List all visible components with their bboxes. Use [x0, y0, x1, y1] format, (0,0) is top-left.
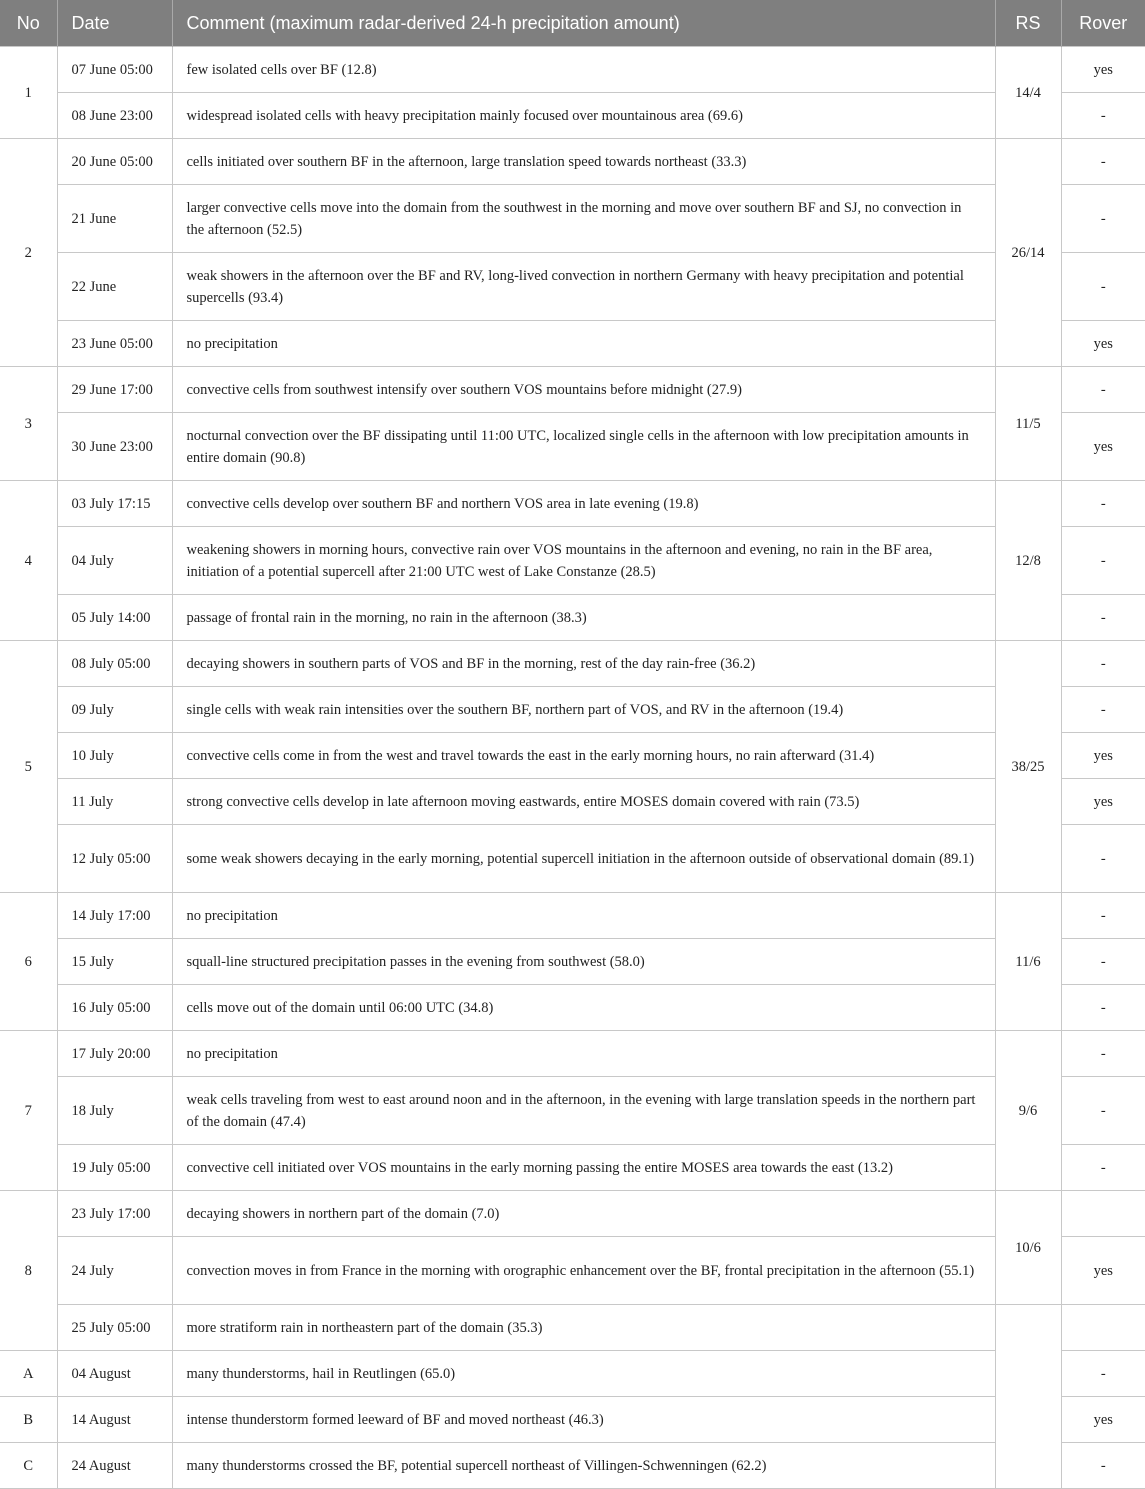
rover-cell: yes [1061, 1397, 1145, 1443]
rover-cell: - [1061, 481, 1145, 527]
comment-cell: convective cells come in from the west and travel towards the east in the early morning hours, no rain afterward (31.4) [172, 733, 995, 779]
comment-cell: decaying showers in northern part of the domain (7.0) [172, 1191, 995, 1237]
rover-cell: - [1061, 641, 1145, 687]
date-cell: 25 July 05:00 [57, 1305, 172, 1351]
date-cell: 11 July [57, 779, 172, 825]
comment-cell: widespread isolated cells with heavy precipitation mainly focused over mountainous area (69.6) [172, 93, 995, 139]
date-cell: 04 August [57, 1351, 172, 1397]
comment-cell: no precipitation [172, 321, 995, 367]
rs-cell [995, 1305, 1061, 1489]
comment-cell: larger convective cells move into the domain from the southwest in the morning and move over southern BF and SJ, no convection in the afternoon (52.5) [172, 185, 995, 253]
comment-cell: no precipitation [172, 1031, 995, 1077]
rover-cell: yes [1061, 733, 1145, 779]
rs-cell: 10/6 [995, 1191, 1061, 1305]
table-row [0, 985, 1145, 1031]
group-number: 6 [0, 893, 57, 1031]
column-header-rover: Rover [1061, 0, 1145, 47]
table-row [0, 367, 1145, 413]
date-cell: 08 June 23:00 [57, 93, 172, 139]
date-cell: 19 July 05:00 [57, 1145, 172, 1191]
rover-cell: - [1061, 1077, 1145, 1145]
comment-cell: single cells with weak rain intensities over the southern BF, northern part of VOS, and RV in the afternoon (19.4) [172, 687, 995, 733]
comment-cell: cells initiated over southern BF in the afternoon, large translation speed towards northeast (33.3) [172, 139, 995, 185]
table-row [0, 1237, 1145, 1305]
rs-cell: 11/5 [995, 367, 1061, 481]
date-cell: 17 July 20:00 [57, 1031, 172, 1077]
rover-cell: - [1061, 367, 1145, 413]
date-cell: 05 July 14:00 [57, 595, 172, 641]
group-number: 3 [0, 367, 57, 481]
event-id: A [0, 1351, 57, 1397]
date-cell: 14 July 17:00 [57, 893, 172, 939]
date-cell: 15 July [57, 939, 172, 985]
table-row [0, 413, 1145, 481]
comment-cell: more stratiform rain in northeastern part of the domain (35.3) [172, 1305, 995, 1351]
table-header [0, 0, 1145, 47]
comment-cell: many thunderstorms, hail in Reutlingen (65.0) [172, 1351, 995, 1397]
table-row [0, 687, 1145, 733]
date-cell: 30 June 23:00 [57, 413, 172, 481]
comment-cell: weakening showers in morning hours, convective rain over VOS mountains in the afternoon and evening, no rain in the BF area, initiation of a potential supercell after 21:00 UTC west of Lake Constanze (28.5) [172, 527, 995, 595]
event-id: C [0, 1443, 57, 1489]
comment-cell: convective cells from southwest intensify over southern VOS mountains before midnight (27.9) [172, 367, 995, 413]
rs-cell: 14/4 [995, 47, 1061, 139]
rover-cell: - [1061, 1443, 1145, 1489]
group-number: 2 [0, 139, 57, 367]
rover-cell: - [1061, 185, 1145, 253]
table-row [0, 481, 1145, 527]
date-cell: 04 July [57, 527, 172, 595]
rover-cell: yes [1061, 779, 1145, 825]
date-cell: 08 July 05:00 [57, 641, 172, 687]
table-row [0, 641, 1145, 687]
rs-cell: 11/6 [995, 893, 1061, 1031]
date-cell: 18 July [57, 1077, 172, 1145]
column-header-rs: RS [995, 0, 1061, 47]
column-header-date: Date [57, 0, 172, 47]
date-cell: 14 August [57, 1397, 172, 1443]
table-row [0, 139, 1145, 185]
comment-cell: squall-line structured precipitation passes in the evening from southwest (58.0) [172, 939, 995, 985]
table-row [0, 253, 1145, 321]
date-cell: 20 June 05:00 [57, 139, 172, 185]
date-cell: 24 July [57, 1237, 172, 1305]
date-cell: 09 July [57, 687, 172, 733]
table-row [0, 939, 1145, 985]
comment-cell: convective cells develop over southern BF and northern VOS area in late evening (19.8) [172, 481, 995, 527]
rover-cell [1061, 1191, 1145, 1237]
rover-cell: yes [1061, 47, 1145, 93]
rover-cell: - [1061, 139, 1145, 185]
comment-cell: weak showers in the afternoon over the BF and RV, long-lived convection in northern Germany with heavy precipitation and potential supercells (93.4) [172, 253, 995, 321]
date-cell: 21 June [57, 185, 172, 253]
rover-cell: - [1061, 595, 1145, 641]
comment-cell: few isolated cells over BF (12.8) [172, 47, 995, 93]
group-number: 8 [0, 1191, 57, 1351]
group-number: 1 [0, 47, 57, 139]
comment-cell: passage of frontal rain in the morning, no rain in the afternoon (38.3) [172, 595, 995, 641]
group-number: 7 [0, 1031, 57, 1191]
date-cell: 07 June 05:00 [57, 47, 172, 93]
rs-cell: 26/14 [995, 139, 1061, 367]
rover-cell: - [1061, 527, 1145, 595]
table-row [0, 825, 1145, 893]
rover-cell: - [1061, 939, 1145, 985]
date-cell: 03 July 17:15 [57, 481, 172, 527]
comment-cell: no precipitation [172, 893, 995, 939]
table-row [0, 1351, 1145, 1397]
rs-cell: 38/25 [995, 641, 1061, 893]
table-row [0, 1077, 1145, 1145]
table-row [0, 1443, 1145, 1489]
rover-cell: - [1061, 985, 1145, 1031]
table-row [0, 1191, 1145, 1237]
table-row [0, 1145, 1145, 1191]
comment-cell: some weak showers decaying in the early morning, potential supercell initiation in the afternoon outside of observational domain (89.1) [172, 825, 995, 893]
rover-cell: - [1061, 893, 1145, 939]
date-cell: 10 July [57, 733, 172, 779]
column-header-comment: Comment (maximum radar-derived 24-h precipitation amount) [172, 0, 995, 47]
rs-cell: 9/6 [995, 1031, 1061, 1191]
comment-cell: strong convective cells develop in late afternoon moving eastwards, entire MOSES domain covered with rain (73.5) [172, 779, 995, 825]
rs-cell: 12/8 [995, 481, 1061, 641]
table-row [0, 733, 1145, 779]
rover-cell: - [1061, 253, 1145, 321]
date-cell: 22 June [57, 253, 172, 321]
table-row [0, 1031, 1145, 1077]
table-row [0, 527, 1145, 595]
date-cell: 16 July 05:00 [57, 985, 172, 1031]
table-row [0, 321, 1145, 367]
rover-cell: - [1061, 1031, 1145, 1077]
table-body [0, 47, 1145, 1489]
rover-cell [1061, 1305, 1145, 1351]
event-id: B [0, 1397, 57, 1443]
comment-cell: intense thunderstorm formed leeward of BF and moved northeast (46.3) [172, 1397, 995, 1443]
date-cell: 29 June 17:00 [57, 367, 172, 413]
table-row [0, 595, 1145, 641]
table-row [0, 47, 1145, 93]
comment-cell: decaying showers in southern parts of VOS and BF in the morning, rest of the day rain-free (36.2) [172, 641, 995, 687]
comment-cell: cells move out of the domain until 06:00 UTC (34.8) [172, 985, 995, 1031]
rover-cell: yes [1061, 321, 1145, 367]
date-cell: 23 July 17:00 [57, 1191, 172, 1237]
table-row [0, 1397, 1145, 1443]
date-cell: 23 June 05:00 [57, 321, 172, 367]
table-row [0, 1305, 1145, 1351]
comment-cell: many thunderstorms crossed the BF, potential supercell northeast of Villingen-Schwenningen (62.2) [172, 1443, 995, 1489]
comment-cell: convective cell initiated over VOS mountains in the early morning passing the entire MOSES area towards the east (13.2) [172, 1145, 995, 1191]
column-header-no: No [0, 0, 57, 47]
rover-cell: - [1061, 1145, 1145, 1191]
comment-cell: weak cells traveling from west to east around noon and in the afternoon, in the evening with large translation speeds in the northern part of the domain (47.4) [172, 1077, 995, 1145]
table-row [0, 779, 1145, 825]
rover-cell: yes [1061, 1237, 1145, 1305]
date-cell: 24 August [57, 1443, 172, 1489]
group-number: 4 [0, 481, 57, 641]
rover-cell: - [1061, 687, 1145, 733]
group-number: 5 [0, 641, 57, 893]
rover-cell: - [1061, 93, 1145, 139]
rover-cell: - [1061, 825, 1145, 893]
header-row [0, 0, 1145, 47]
table-row [0, 185, 1145, 253]
table-row [0, 893, 1145, 939]
comment-cell: nocturnal convection over the BF dissipating until 11:00 UTC, localized single cells in the afternoon with low precipitation amounts in entire domain (90.8) [172, 413, 995, 481]
date-cell: 12 July 05:00 [57, 825, 172, 893]
rover-cell: - [1061, 1351, 1145, 1397]
comment-cell: convection moves in from France in the morning with orographic enhancement over the BF, frontal precipitation in the afternoon (55.1) [172, 1237, 995, 1305]
rover-cell: yes [1061, 413, 1145, 481]
table-row [0, 93, 1145, 139]
